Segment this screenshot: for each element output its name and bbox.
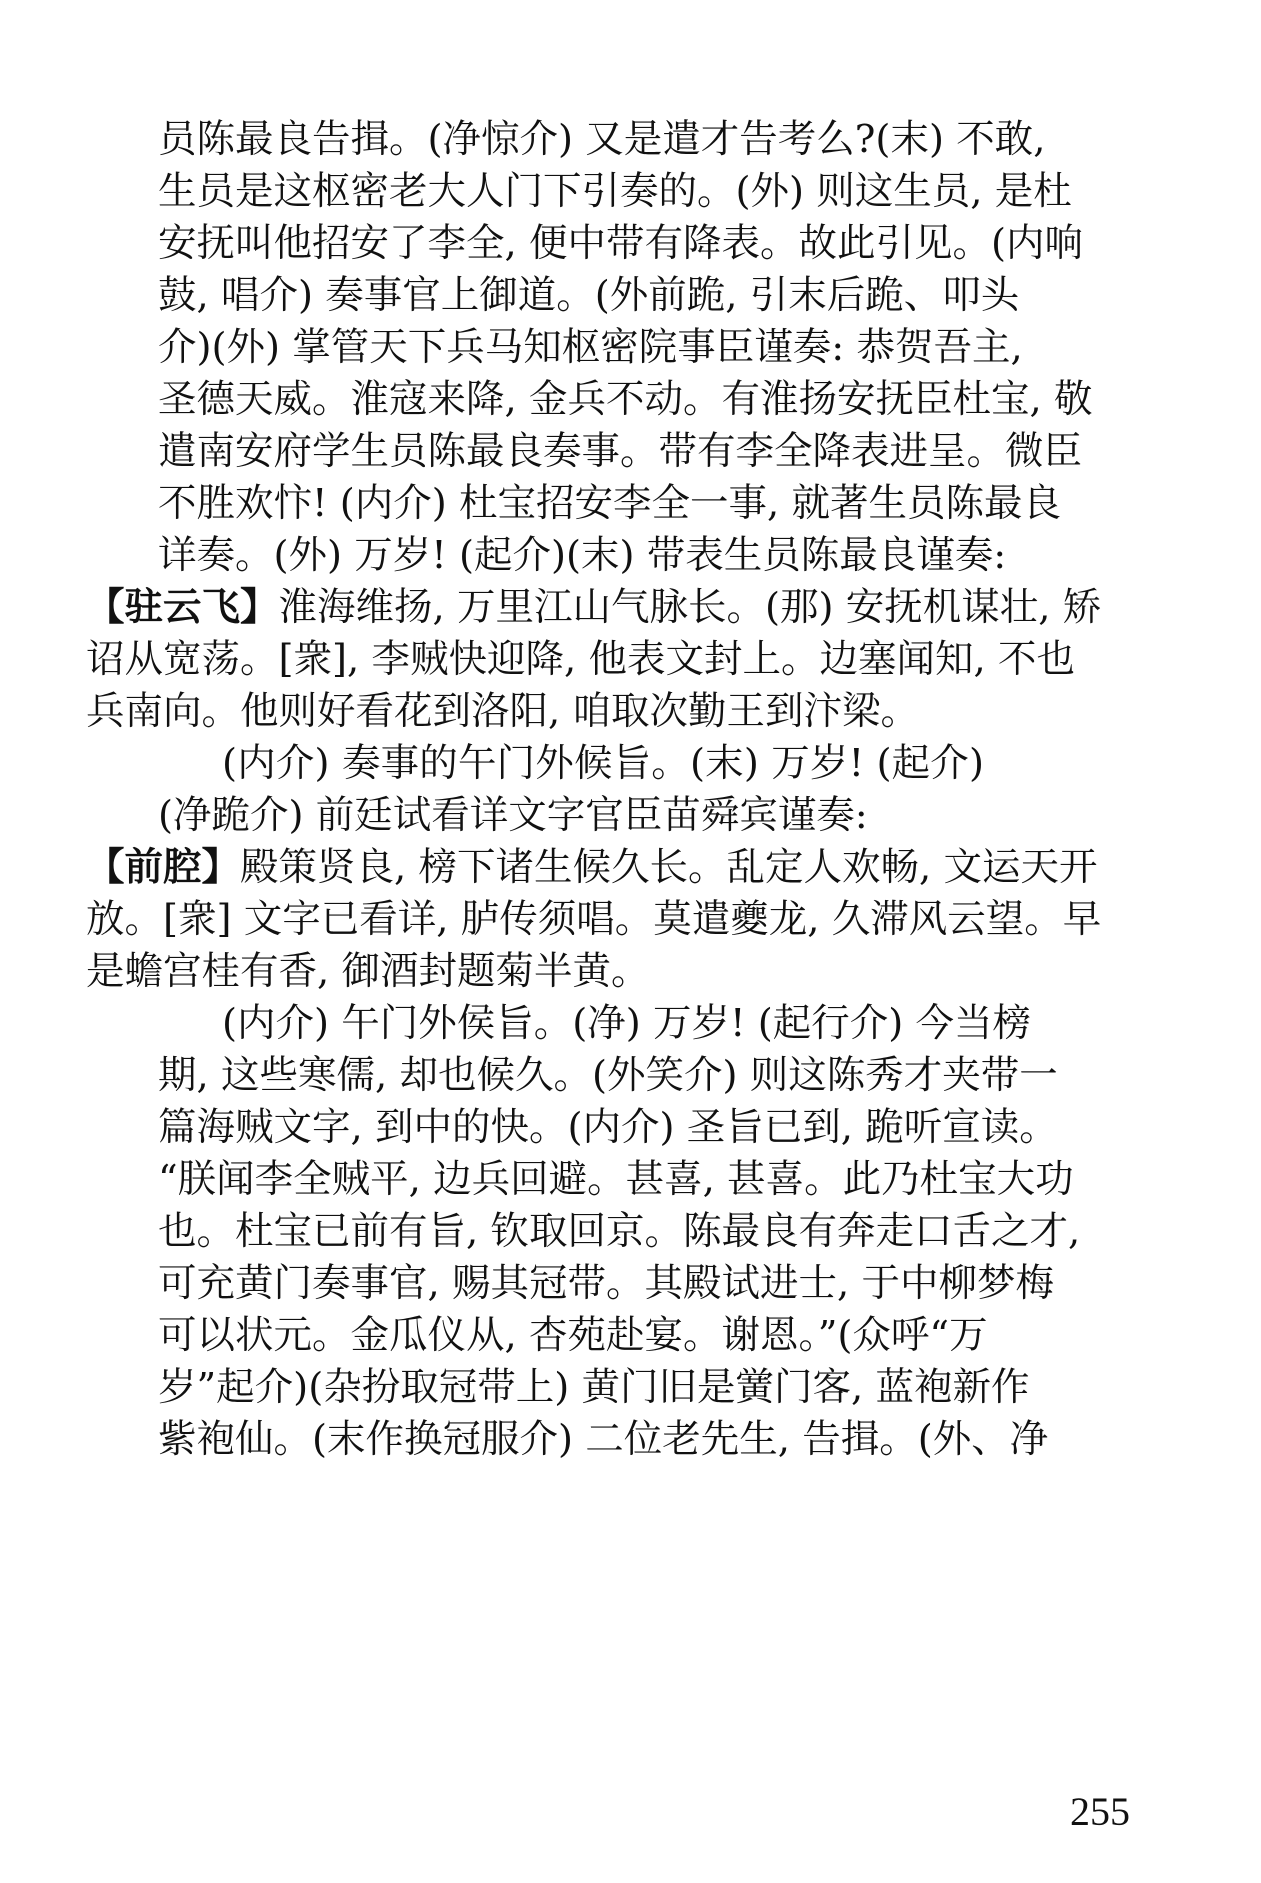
text-line: 放。[衆] 文字已看详, 胪传须唱。莫遣夔龙, 久滞风云望。早	[86, 897, 1102, 942]
aria-line	[86, 582, 1102, 634]
text-line: 安抚叫他招安了李全, 便中带有降表。故此引见。(内响	[158, 221, 1083, 266]
text-line: 生员是这枢密老大人门下引奏的。(外) 则这生员, 是杜	[158, 169, 1072, 214]
text-line: 可以状元。金瓜仪从, 杏苑赴宴。谢恩。”(众呼“万	[158, 1313, 988, 1358]
page-number: 255	[1070, 1789, 1130, 1834]
text-line: 兵南向。他则好看花到洛阳, 咱取次勤王到汴梁。	[86, 689, 919, 734]
aria-tune-title: 【驻云飞】	[86, 585, 279, 630]
text-line: 员陈最良告揖。(净惊介) 又是遣才告考么?(末) 不敢,	[158, 117, 1046, 162]
text-line: 遣南安府学生员陈最良奏事。带有李全降表进呈。微臣	[158, 429, 1083, 474]
aria-text: 淮海维扬, 万里江山气脉长。(那) 安抚机谋壮, 矫	[278, 585, 1102, 630]
text-line: 可充黄门奏事官, 赐其冠带。其殿试进士, 于中柳梦梅	[158, 1261, 1054, 1306]
text-line: (内介) 奏事的午门外候旨。(末) 万岁! (起介)	[222, 741, 984, 786]
text-line: 也。杜宝已前有旨, 钦取回京。陈最良有奔走口舌之才,	[158, 1209, 1081, 1254]
text-line: 诏从宽荡。[衆], 李贼快迎降, 他表文封上。边塞闻知, 不也	[86, 637, 1075, 682]
aria-line	[86, 842, 1098, 894]
text-line: 期, 这些寒儒, 却也候久。(外笑介) 则这陈秀才夹带一	[158, 1053, 1058, 1098]
text-line: 篇海贼文字, 到中的快。(内介) 圣旨已到, 跪听宣读。	[158, 1105, 1058, 1150]
text-line: 不胜欢忭! (内介) 杜宝招安李全一事, 就著生员陈最良	[158, 481, 1061, 526]
text-line: 圣德天威。淮寇来降, 金兵不动。有淮扬安抚臣杜宝, 敬	[158, 377, 1093, 422]
text-line: 介)(外) 掌管天下兵马知枢密院事臣谨奏: 恭贺吾主,	[158, 325, 1023, 370]
text-line: 是蟾宫桂有香, 御酒封题菊半黄。	[86, 949, 650, 994]
text-line: 详奏。(外) 万岁! (起介)(末) 带表生员陈最良谨奏:	[158, 533, 1007, 578]
text-line: 紫袍仙。(末作换冠服介) 二位老先生, 告揖。(外、净	[158, 1417, 1049, 1462]
text-line: “朕闻李全贼平, 边兵回避。甚喜, 甚喜。此乃杜宝大功	[158, 1157, 1074, 1202]
aria-text: 殿策贤良, 榜下诸生候久长。乱定人欢畅, 文运天开	[240, 845, 1098, 890]
aria-tune-title: 【前腔】	[86, 845, 241, 890]
text-line: 岁”起介)(杂扮取冠带上) 黄门旧是黉门客, 蓝袍新作	[158, 1365, 1030, 1410]
text-line: (内介) 午门外侯旨。(净) 万岁! (起行介) 今当榜	[222, 1001, 1032, 1046]
text-line: (净跪介) 前廷试看详文字官臣苗舜宾谨奏:	[158, 793, 868, 838]
text-line: 鼓, 唱介) 奏事官上御道。(外前跪, 引末后跪、叩头	[158, 273, 1020, 318]
